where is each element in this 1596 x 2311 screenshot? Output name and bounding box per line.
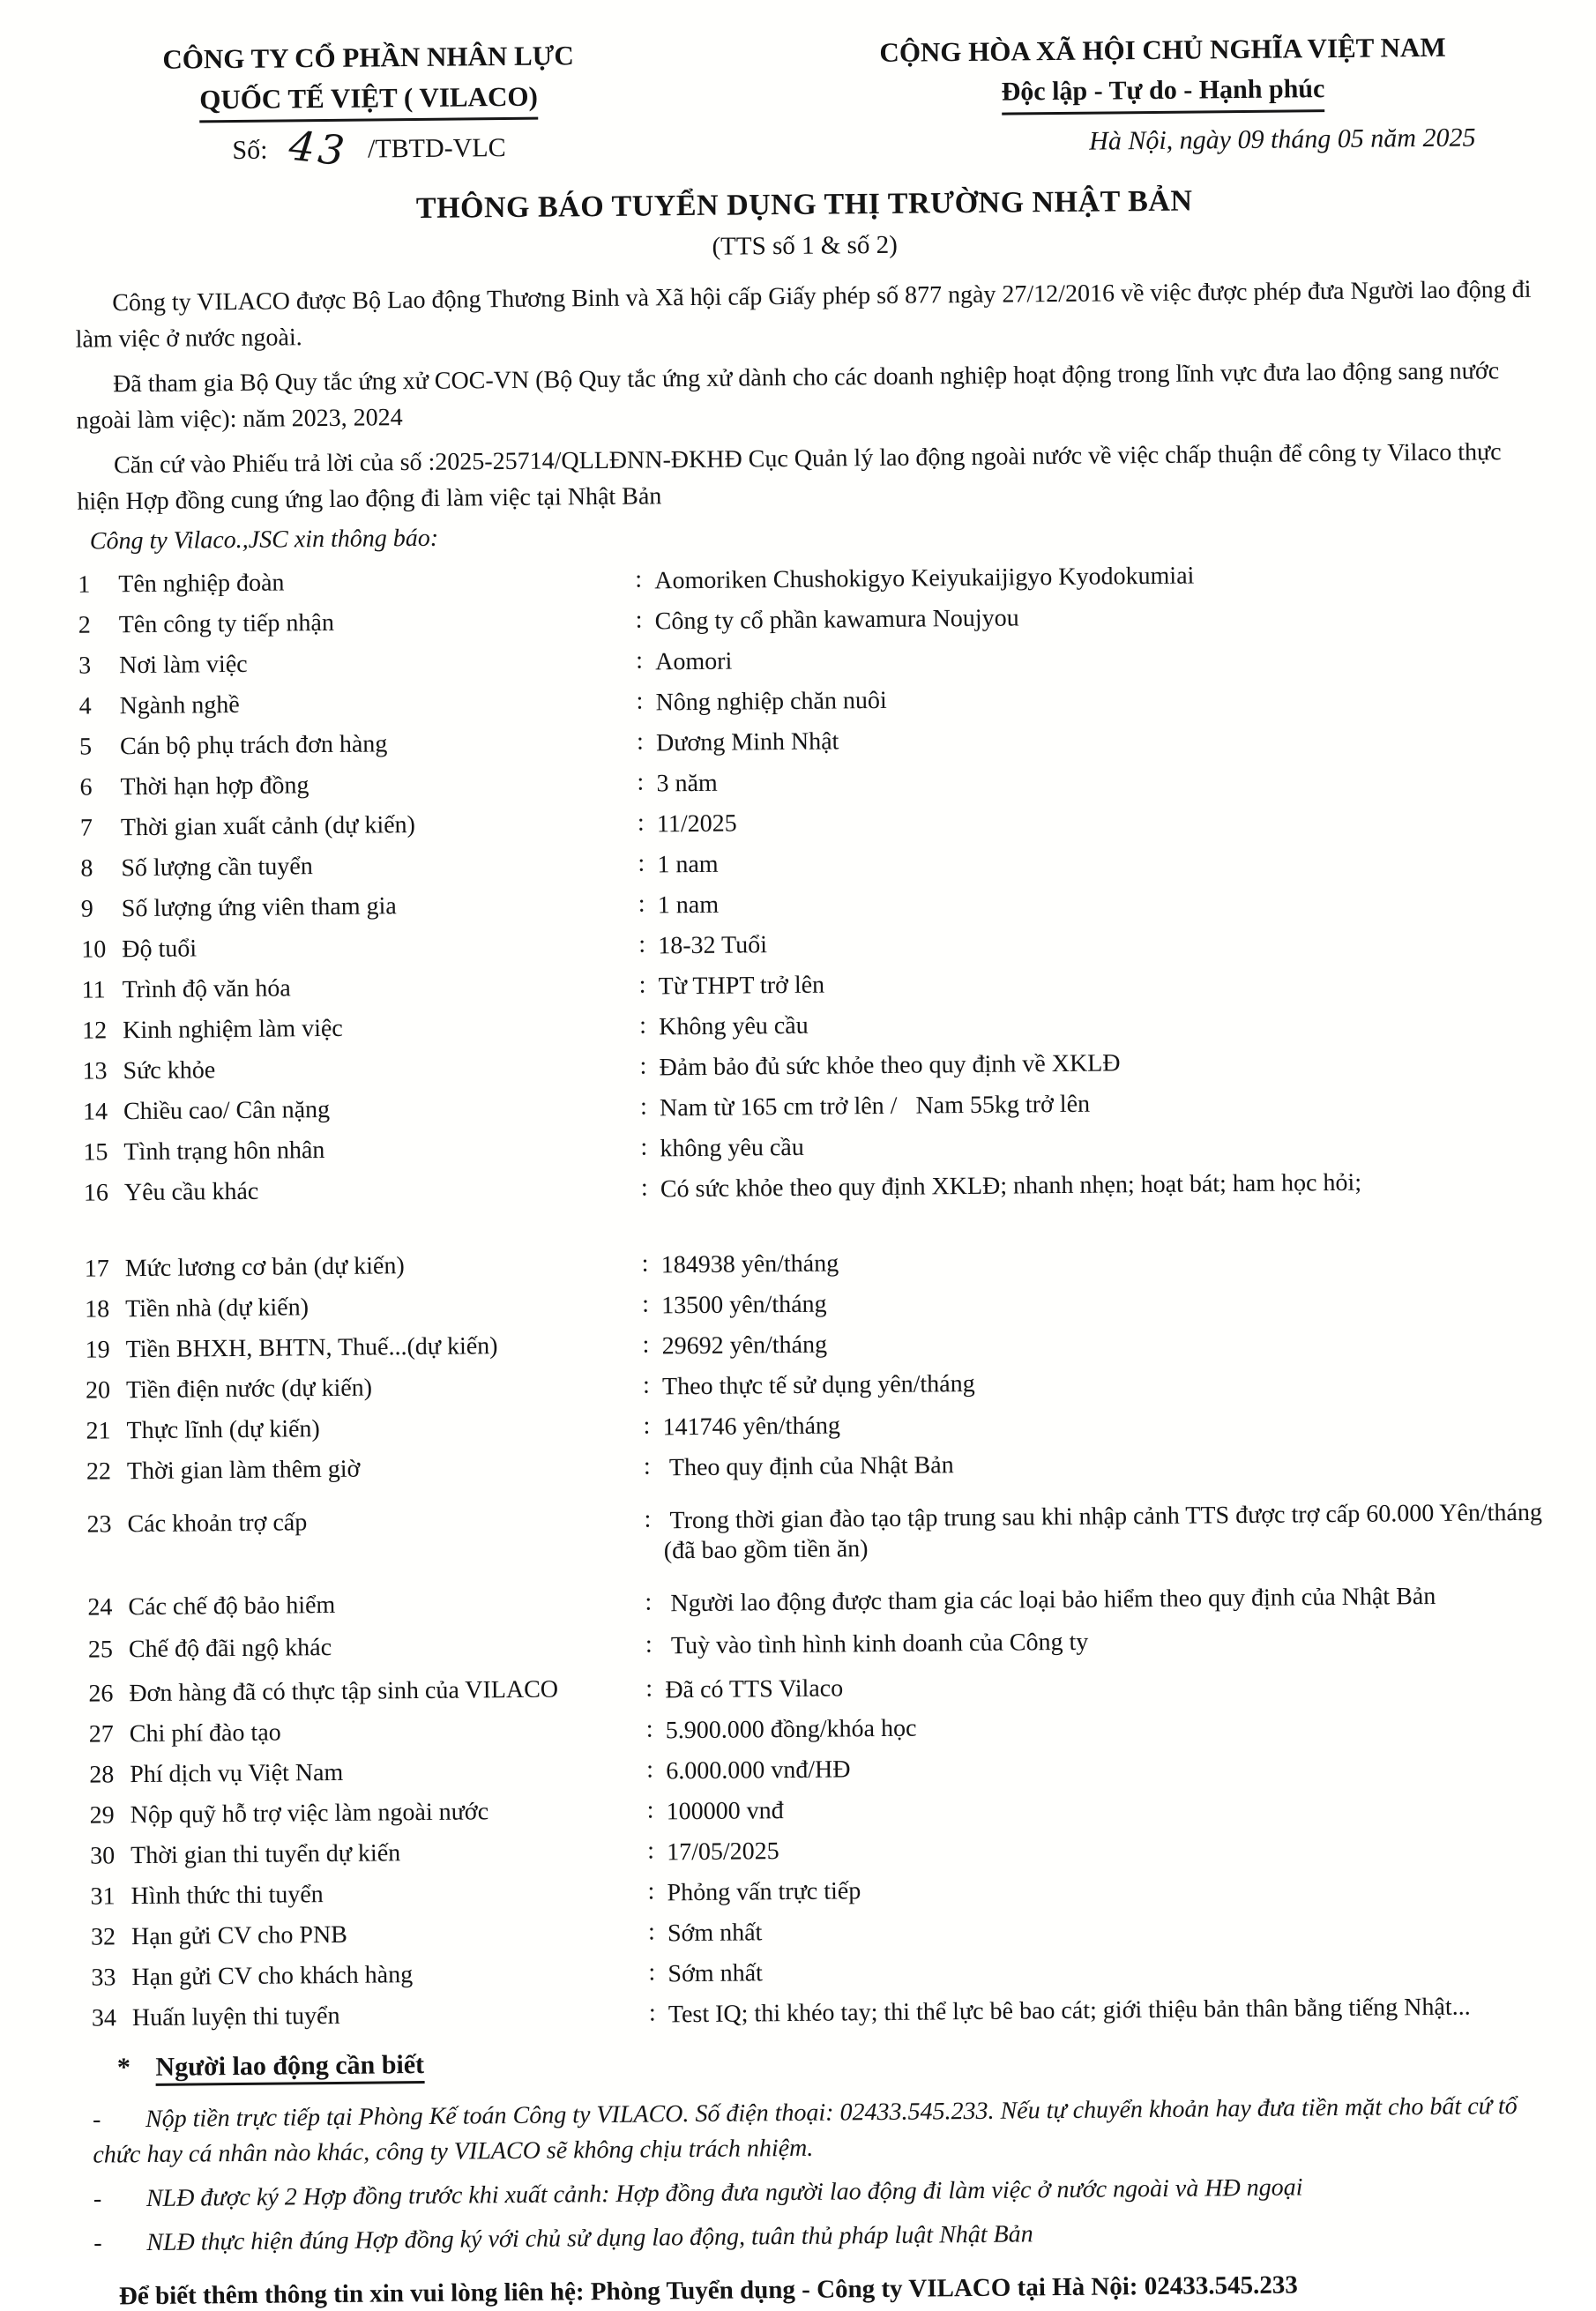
order-row-16 — [84, 1167, 1544, 1211]
row-number: 22 — [86, 1457, 112, 1486]
row-label: Huấn luyện thi tuyển — [131, 2002, 340, 2032]
row-label: Sức khỏe — [123, 1056, 216, 1085]
row-value-text: Aomori — [655, 647, 733, 676]
row-number: 28 — [89, 1761, 115, 1789]
row-label: Yêu cầu khác — [123, 1177, 259, 1207]
row-label: Tình trạng hôn nhân — [123, 1137, 325, 1167]
row-number: 16 — [83, 1179, 109, 1207]
note-dash: - — [93, 2185, 102, 2213]
row-value-text: 17/05/2025 — [666, 1838, 779, 1867]
row-value-text: Có sức khỏe theo quy định XKLĐ; nhanh nhẹn; hoạt bát; ham học hỏi; — [660, 1168, 1362, 1204]
note-item-3 — [93, 2212, 1554, 2262]
row-number: 10 — [81, 936, 107, 964]
row-label: Chi phí đào tạo — [129, 1718, 281, 1748]
row-colon: : — [647, 1918, 655, 1946]
row-value-text: Test IQ; thi khéo tay; thi thể lực bê bao cát; giới thiệu bản thân bằng tiếng Nhật... — [667, 1993, 1471, 2029]
order-row-25 — [88, 1623, 1548, 1667]
row-number: 7 — [79, 814, 93, 842]
order-row-20 — [86, 1364, 1546, 1408]
order-row-5 — [79, 720, 1540, 764]
row-value-text: Công ty cổ phần kawamura Noujyou — [654, 604, 1019, 636]
order-row-30 — [90, 1830, 1550, 1874]
row-number: 9 — [80, 895, 93, 923]
row-label: Số lượng ứng viên tham gia — [121, 892, 397, 923]
national-motto-underlined: Độc lập - Tự do - Hạnh phúc — [1001, 71, 1324, 116]
row-colon: : — [645, 1588, 653, 1616]
row-colon: : — [646, 1837, 655, 1865]
row-colon: : — [646, 1756, 654, 1784]
row-label: Thời gian thi tuyển dự kiến — [130, 1839, 401, 1870]
row-value — [645, 1667, 1548, 1706]
national-header-block — [827, 29, 1533, 157]
row-value — [644, 1498, 1548, 1567]
row-number: 21 — [86, 1417, 111, 1445]
document-number-label: Số: — [232, 135, 268, 165]
order-row-22 — [86, 1445, 1547, 1489]
row-value-text: Đã có TTS Vilaco — [665, 1674, 844, 1704]
row-label: Tiền BHXH, BHTN, Thuế...(dự kiến) — [125, 1332, 498, 1364]
row-value — [646, 1708, 1549, 1747]
national-motto-line1: CỘNG HÒA XÃ HỘI CHỦ NGHĨA VIỆT NAM — [879, 31, 1446, 68]
row-label: Mức lương cơ bản (dự kiến) — [124, 1252, 405, 1283]
row-number: 6 — [79, 773, 93, 801]
row-colon: : — [637, 809, 645, 837]
row-label: Hạn gửi CV cho khách hàng — [131, 1961, 414, 1992]
document-number-line — [117, 121, 620, 175]
row-value-text: 3 năm — [656, 769, 718, 798]
row-label: Trình độ văn hóa — [122, 974, 291, 1004]
row-value-text: Trong thời gian đào tạo tập trung sau khi nhập cảnh TTS được trợ cấp 60.000 Yên/tháng (đã bao gồm tiền ăn) — [663, 1498, 1549, 1565]
note-text: NLĐ thực hiện đúng Hợp đồng ký với chủ sử dụng lao động, tuân thủ pháp luật Nhật Bản — [146, 2220, 1033, 2257]
row-value — [647, 1789, 1550, 1828]
row-value — [647, 1870, 1550, 1909]
row-colon: : — [642, 1331, 650, 1359]
row-value-text: Theo quy định của Nhật Bản — [662, 1451, 954, 1482]
order-row-14 — [83, 1085, 1543, 1129]
row-colon: : — [648, 1958, 656, 1987]
row-value — [638, 801, 1540, 840]
order-row-3 — [78, 639, 1539, 683]
row-value-text: Từ THPT trở lên — [658, 971, 825, 1001]
row-value — [642, 1283, 1545, 1322]
note-dash: - — [93, 2229, 102, 2257]
row-colon: : — [644, 1505, 652, 1533]
row-colon: : — [636, 727, 644, 756]
row-number: 8 — [80, 854, 93, 883]
order-row-15 — [83, 1126, 1543, 1170]
row-number: 19 — [85, 1336, 110, 1364]
row-label: Đơn hàng đã có thực tập sinh của VILACO — [129, 1675, 559, 1708]
row-number: 20 — [85, 1376, 111, 1405]
announce-line: Công ty Vilaco.,JSC xin thông báo: — [89, 524, 439, 555]
order-row-24 — [87, 1581, 1548, 1625]
order-row-1 — [78, 558, 1538, 602]
order-row-18 — [85, 1283, 1545, 1327]
order-row-28 — [89, 1748, 1549, 1793]
intro-paragraph-2: Đã tham gia Bộ Quy tắc ứng xử COC-VN (Bộ Quy tắc ứng xử dành cho các doanh nghiệp hoạt động trong lĩnh vực đưa lao động sang nước ngoài làm việc): năm 2023, 2024 — [76, 357, 1500, 435]
note-text: NLĐ được ký 2 Hợp đồng trước khi xuất cảnh: Hợp đồng đưa người lao động đi làm việc ở nước ngoài và HĐ ngoại — [145, 2173, 1303, 2213]
asterisk-bullet: * — [116, 2053, 131, 2083]
row-number: 30 — [89, 1842, 116, 1870]
row-colon: : — [648, 1999, 656, 2027]
row-colon: : — [640, 1133, 648, 1161]
document-header — [72, 29, 1533, 175]
notes-list — [93, 2089, 1555, 2262]
row-value-text: Nông nghiệp chăn nuôi — [655, 686, 887, 717]
row-number: 31 — [90, 1882, 116, 1911]
row-number: 14 — [82, 1098, 108, 1126]
row-value — [645, 1623, 1548, 1662]
row-value-text: 11/2025 — [656, 809, 737, 839]
row-value-text: Phỏng vấn trực tiếp — [667, 1877, 861, 1907]
row-value-text: Sớm nhất — [667, 1919, 763, 1948]
row-value — [640, 1085, 1543, 1124]
company-header-block — [72, 38, 620, 175]
row-value-text: Đảm bảo đủ sức khỏe theo quy định về XKLĐ — [659, 1049, 1121, 1082]
row-value — [641, 1167, 1544, 1205]
row-value — [643, 1405, 1546, 1443]
row-number: 1 — [78, 570, 91, 599]
row-label: Tên công ty tiếp nhận — [118, 608, 335, 639]
row-value-text: 29692 yên/tháng — [661, 1331, 828, 1361]
handwritten-document-number: 43 — [287, 121, 351, 175]
company-name-line2 — [117, 78, 620, 123]
row-colon: : — [636, 646, 644, 675]
row-value — [637, 720, 1540, 759]
national-motto-line2 — [828, 70, 1498, 116]
row-value-text: Không yêu cầu — [658, 1011, 809, 1041]
row-label: Số lượng cần tuyển — [121, 853, 313, 883]
intro-section — [75, 272, 1537, 520]
row-colon: : — [645, 1630, 653, 1659]
note-item-1 — [93, 2089, 1554, 2173]
intro-paragraph-1: Công ty VILACO được Bộ Lao động Thương Binh và Xã hội cấp Giấy phép số 877 ngày 27/12/2016 về việc được phép đưa Người lao động đi làm việc ở nước ngoài. — [75, 275, 1532, 354]
row-colon: : — [638, 1011, 647, 1040]
row-colon: : — [643, 1452, 651, 1480]
row-number: 23 — [86, 1510, 112, 1539]
order-row-13 — [82, 1045, 1542, 1089]
row-number: 15 — [83, 1138, 108, 1167]
row-colon: : — [640, 1174, 648, 1202]
row-label: Phí dịch vụ Việt Nam — [130, 1758, 344, 1789]
row-colon: : — [642, 1371, 650, 1399]
order-row-29 — [90, 1789, 1550, 1833]
row-value — [635, 558, 1538, 597]
document-number-suffix: /TBTD-VLC — [367, 133, 506, 164]
row-colon: : — [645, 1674, 653, 1703]
row-value — [644, 1445, 1547, 1484]
row-value — [638, 923, 1541, 962]
row-value — [636, 639, 1539, 678]
document-title: THÔNG BÁO TUYỂN DỤNG THỊ TRƯỜNG NHẬT BẢN — [415, 184, 1193, 225]
contact-line: Để biết thêm thông tin xin vui lòng liên hệ: Phòng Tuyển dụng - Công ty VILACO tại Hà Nội: 02433.545.233 — [118, 2270, 1298, 2311]
row-value-text: 184938 yên/tháng — [660, 1249, 839, 1279]
row-number: 5 — [78, 733, 93, 761]
row-value — [646, 1748, 1549, 1787]
row-label: Tiền nhà (dự kiến) — [125, 1293, 310, 1323]
row-value — [648, 1951, 1551, 1990]
row-number: 4 — [78, 692, 92, 720]
row-number: 17 — [84, 1255, 109, 1283]
order-row-9 — [81, 883, 1541, 927]
row-number: 25 — [87, 1636, 114, 1664]
row-number: 12 — [82, 1017, 108, 1045]
row-value — [647, 1830, 1550, 1868]
row-number: 18 — [85, 1295, 110, 1323]
order-row-11 — [82, 964, 1542, 1008]
order-row-27 — [89, 1708, 1549, 1752]
row-label: Các khoản trợ cấp — [127, 1509, 308, 1539]
row-label: Hình thức thi tuyển — [131, 1881, 324, 1911]
order-row-31 — [90, 1870, 1550, 1914]
row-colon: : — [647, 1877, 655, 1905]
row-value — [649, 1992, 1552, 2031]
row-value — [640, 1126, 1543, 1165]
order-row-26 — [88, 1667, 1548, 1711]
row-value-text: Sớm nhất — [667, 1959, 763, 1988]
row-colon: : — [636, 687, 644, 715]
row-colon: : — [639, 1092, 647, 1121]
row-label: Kinh nghiệm làm việc — [123, 1014, 343, 1045]
order-row-10 — [81, 923, 1541, 967]
row-colon: : — [635, 606, 643, 634]
row-number: 24 — [87, 1593, 113, 1621]
row-value-text: Dương Minh Nhật — [655, 727, 839, 757]
row-value — [648, 1911, 1551, 1949]
notes-header — [92, 2041, 1552, 2087]
row-number: 3 — [78, 652, 92, 680]
row-label: Tên nghiệp đoàn — [118, 569, 285, 599]
document-subtitle: (TTS số 1 & số 2) — [712, 230, 898, 261]
row-colon: : — [645, 1715, 653, 1743]
row-value — [638, 842, 1540, 881]
row-label: Cán bộ phụ trách đơn hàng — [119, 730, 388, 761]
row-value-text: Người lao động được tham gia các loại bảo hiểm theo quy định của Nhật Bản — [664, 1582, 1436, 1618]
note-item-2 — [93, 2168, 1554, 2218]
row-label: Chế độ đãi ngộ khác — [128, 1633, 332, 1664]
row-value-text: 1 nam — [657, 850, 719, 879]
row-label: Tiền điện nước (dự kiến) — [125, 1374, 373, 1405]
row-number: 13 — [82, 1057, 108, 1085]
row-number: 11 — [81, 976, 106, 1004]
row-label: Nộp quỹ hỗ trợ việc làm ngoài nước — [130, 1798, 489, 1830]
row-value — [639, 1004, 1542, 1043]
order-row-34 — [92, 1992, 1552, 2036]
row-value-text: 6.000.000 vnđ/HĐ — [666, 1756, 851, 1785]
row-value — [639, 1045, 1542, 1084]
order-row-21 — [86, 1405, 1546, 1449]
row-value-text: Nam từ 165 cm trở lên / Nam 55kg trở lên — [659, 1090, 1091, 1122]
row-label: Thời hạn hợp đồng — [120, 772, 310, 801]
row-colon: : — [637, 768, 645, 796]
row-value — [645, 1581, 1548, 1620]
order-row-12 — [82, 1004, 1542, 1048]
row-number: 26 — [88, 1680, 114, 1708]
order-row-6 — [79, 761, 1540, 805]
order-row-4 — [78, 680, 1539, 724]
row-colon: : — [641, 1249, 649, 1278]
order-row-2 — [78, 599, 1539, 643]
row-value-text: 141746 yên/tháng — [662, 1412, 841, 1442]
row-value-text: Tuỳ vào tình hình kinh doanh của Công ty — [664, 1628, 1089, 1660]
row-colon: : — [646, 1796, 654, 1824]
row-value — [642, 1323, 1545, 1362]
row-number: 34 — [91, 2004, 117, 2032]
company-name-underlined: QUỐC TẾ VIỆT ( VILACO) — [199, 79, 538, 123]
row-value — [642, 1242, 1545, 1281]
note-dash: - — [92, 2106, 101, 2134]
row-value — [638, 883, 1541, 921]
order-row-17 — [85, 1242, 1545, 1286]
row-colon: : — [638, 930, 646, 958]
row-label: Thời gian xuất cảnh (dự kiến) — [120, 811, 416, 842]
row-colon: : — [638, 849, 645, 877]
row-value-text: 1 nam — [657, 891, 720, 920]
row-label: Chiều cao/ Cân nặng — [123, 1095, 331, 1126]
row-value — [639, 964, 1542, 1003]
row-value — [636, 680, 1539, 719]
row-label: Ngành nghề — [119, 690, 240, 720]
row-value-text: 13500 yên/tháng — [661, 1290, 827, 1320]
row-value-text: 5.900.000 đồng/khóa học — [665, 1714, 917, 1745]
row-number: 2 — [78, 611, 91, 639]
row-value — [636, 599, 1539, 637]
notes-header-text: Người lao động cần biết — [155, 2052, 424, 2086]
row-value-text: 100000 vnđ — [666, 1797, 784, 1826]
row-number: 27 — [88, 1720, 114, 1748]
row-label: Các chế độ bảo hiểm — [128, 1591, 336, 1621]
row-label: Thời gian làm thêm giờ — [126, 1455, 361, 1486]
row-number: 29 — [89, 1801, 115, 1830]
note-text: Nộp tiền trực tiếp tại Phòng Kế toán Công ty VILACO. Số điện thoại: 02433.545.233. Nếu tự chuyển khoản hay đưa tiền mặt cho bất cứ tổ chức hay cá nhân nào khác, công ty VILACO sẽ không chịu trách nhiệm. — [93, 2092, 1518, 2169]
row-value-text: 18-32 Tuổi — [658, 931, 768, 960]
row-label: Nơi làm việc — [119, 650, 248, 680]
company-name-line1: CÔNG TY CỔ PHẦN NHÂN LỰC — [162, 40, 574, 75]
row-value-text: không yêu cầu — [660, 1133, 804, 1163]
row-colon: : — [635, 565, 643, 593]
row-value — [637, 761, 1540, 800]
row-colon: : — [642, 1290, 650, 1318]
row-value-text: Theo thực tế sử dụng yên/tháng — [661, 1369, 975, 1401]
row-label: Hạn gửi CV cho PNB — [131, 1920, 348, 1951]
order-row-32 — [91, 1911, 1551, 1955]
row-value — [643, 1364, 1546, 1403]
intro-paragraph-3: Căn cứ vào Phiếu trả lời của số :2025-25714/QLLĐNN-ĐKHĐ Cục Quản lý lao động ngoài nước về việc chấp thuận để công ty Vilaco thực hiện Hợp đồng cung ứng lao động đi làm việc tại Nhật Bản — [77, 438, 1502, 516]
row-number: 33 — [91, 1964, 116, 1992]
row-colon: : — [643, 1412, 651, 1440]
row-number: 32 — [90, 1923, 116, 1951]
order-row-19 — [85, 1323, 1545, 1368]
row-label: Độ tuổi — [122, 935, 198, 964]
row-colon: : — [638, 890, 645, 918]
order-details-list — [78, 558, 1552, 2036]
date-place-line: Hà Nội, ngày 09 tháng 05 năm 2025 — [1089, 123, 1476, 156]
row-colon: : — [638, 971, 646, 999]
order-row-8 — [80, 842, 1540, 886]
row-value-text: Aomoriken Chushokigyo Keiyukaijigyo Kyodokumiai — [654, 562, 1195, 595]
order-row-33 — [91, 1951, 1551, 1995]
order-row-7 — [80, 801, 1540, 846]
order-row-23 — [86, 1498, 1548, 1572]
row-label: Thực lĩnh (dự kiến) — [126, 1415, 320, 1445]
row-colon: : — [639, 1052, 647, 1080]
